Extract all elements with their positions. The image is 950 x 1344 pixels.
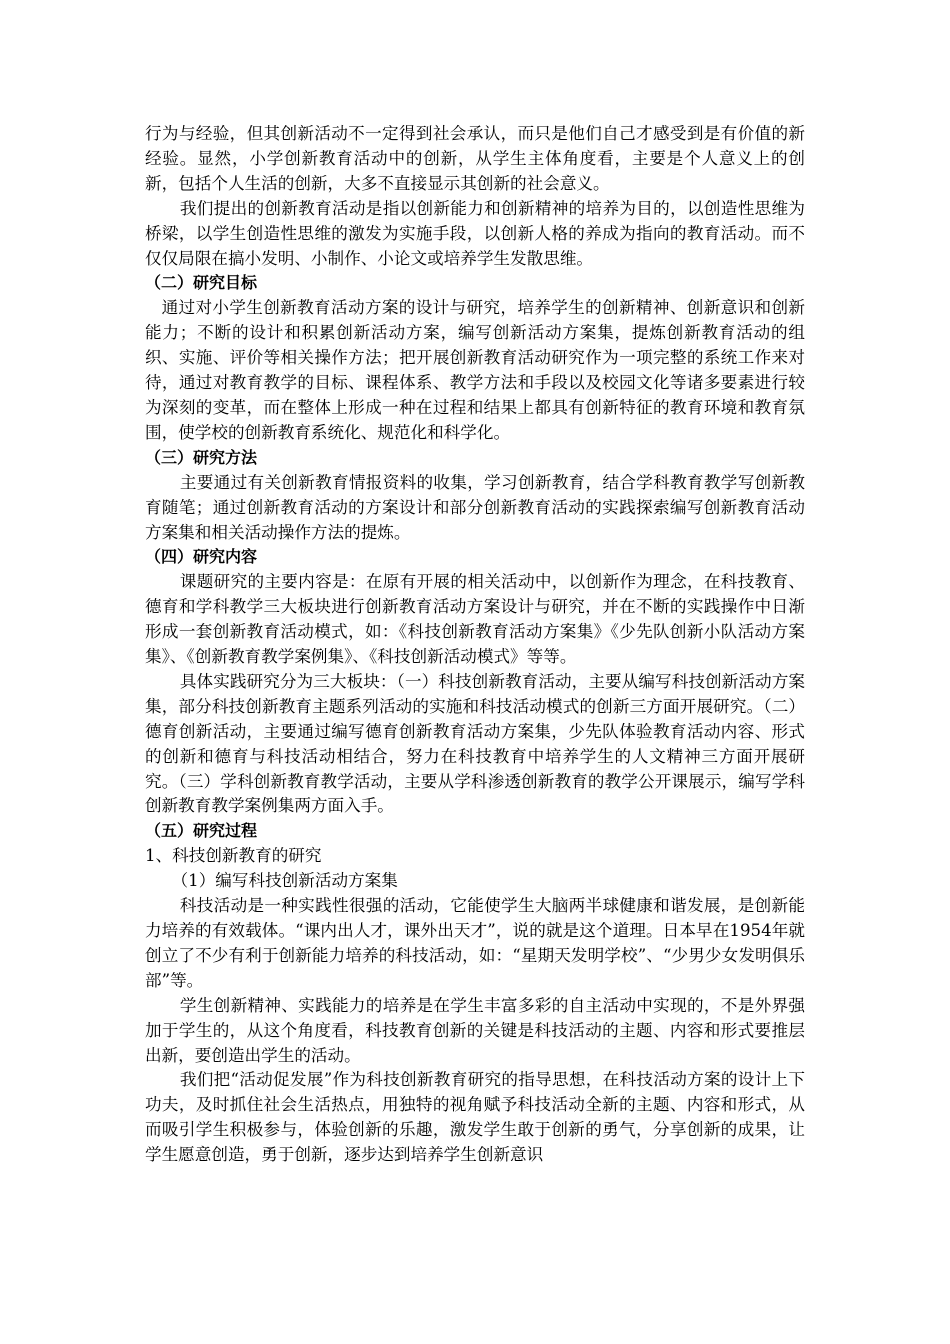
document-page [145,122,805,1168]
subsection-heading: （1）编写科技创新活动方案集 [171,871,398,891]
paragraph: 主要通过有关创新教育情报资料的收集，学习创新教育，结合学科教育教学写创新教育随笔；通过创新教育活动的方案设计和部分创新教育活动的实践探索编写创新教育活动方案集和相关活动操作方法的提炼。 [145,472,805,542]
paragraph: 我们提出的创新教育活动是指以创新能力和创新精神的培养为目的，以创造性思维为桥梁，以学生创造性思维的激发为实施手段，以创新人格的养成为指向的教育活动。而不仅仅局限在搞小发明、小制作、小论文或培养学生发散思维。 [145,198,805,268]
section-heading-process: （五）研究过程 [145,821,258,841]
paragraph: 课题研究的主要内容是：在原有开展的相关活动中，以创新作为理念，在科技教育、德育和学科教学三大板块进行创新教育活动方案设计与研究，并在不断的实践操作中日渐形成一套创新教育活动模式，如：《科技创新教育活动方案集》《少先队创新小队活动方案集》、《创新教育教学案例集》、《科技创新活动模式》等等。 [145,572,805,667]
paragraph: 我们把“活动促发展”作为科技创新教育研究的指导思想，在科技活动方案的设计上下功夫，及时抓住社会生活热点，用独特的视角赋予科技活动全新的主题、内容和形式，从而吸引学生积极参与，体验创新的乐趣，激发学生敢于创新的勇气，分享创新的成果，让学生愿意创造，勇于创新，逐步达到培养学生创新意识 [145,1070,805,1165]
subsection-heading: 1、科技创新教育的研究 [145,846,322,866]
section-heading-method: （三）研究方法 [145,447,258,467]
section-heading-content: （四）研究内容 [145,547,258,567]
section-heading-goal: （二）研究目标 [145,273,258,293]
paragraph: 学生创新精神、实践能力的培养是在学生丰富多彩的自主活动中实现的，不是外界强加于学生的，从这个角度看，科技教育创新的关键是科技活动的主题、内容和形式要推层出新，要创造出学生的活动。 [145,995,805,1065]
paragraph: 行为与经验，但其创新活动不一定得到社会承认，而只是他们自己才感受到是有价值的新经验。显然，小学创新教育活动中的创新，从学生主体角度看，主要是个人意义上的创新，包括个人生活的创新，大多不直接显示其创新的社会意义。 [145,124,805,193]
paragraph: 通过对小学生创新教育活动方案的设计与研究，培养学生的创新精神、创新意识和创新能力；不断的设计和积累创新活动方案，编写创新活动方案集，提炼创新教育活动的组织、实施、评价等相关操作方法；把开展创新教育活动研究作为一项完整的系统工作来对待，通过对教育教学的目标、课程体系、教学方法和手段以及校园文化等诸多要素进行较为深刻的变革，而在整体上形成一种在过程和结果上都具有创新特征的教育环境和教育氛围，使学校的创新教育系统化、规范化和科学化。 [145,298,805,442]
paragraph: 具体实践研究分为三大板块：（一）科技创新教育活动，主要从编写科技创新活动方案集，部分科技创新教育主题系列活动的实施和科技活动模式的创新三方面开展研究。（二）德育创新活动，主要通过编写德育创新教育活动方案集，少先队体验教育活动内容、形式的创新和德育与科技活动相结合，努力在科技教育中培养学生的人文精神三方面开展研究。（三）学科创新教育教学活动，主要从学科渗透创新教育的教学公开课展示，编写学科创新教育教学案例集两方面入手。 [145,671,805,816]
paragraph: 科技活动是一种实践性很强的活动，它能使学生大脑两半球健康和谐发展，是创新能力培养的有效载体。“课内出人才，课外出天才”，说的就是这个道理。日本早在1954年就创立了不少有利于创新能力培养的科技活动，如：“星期天发明学校”、“少男少女发明俱乐部”等。 [145,896,805,990]
